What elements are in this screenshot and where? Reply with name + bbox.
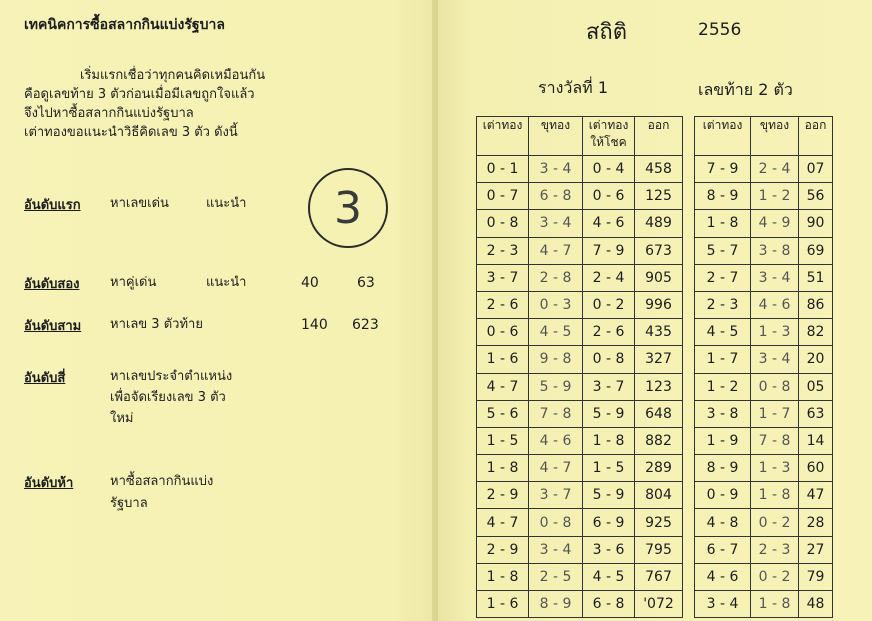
prize1-cell: 4 - 5 — [529, 319, 583, 346]
last2-cell: 47 — [799, 482, 833, 509]
last2-cell: 2 - 7 — [695, 264, 751, 291]
last2-cell: 2 - 4 — [751, 156, 799, 183]
prize1-row — [477, 291, 683, 318]
prize1-row — [477, 183, 683, 210]
step-4-desc-line: ใหม่ — [110, 411, 134, 426]
prize1-cell: 4 - 7 — [477, 373, 529, 400]
prize1-cell: 125 — [635, 183, 683, 210]
intro-line: เต่าทองขอแนะนำวิธีคิดเลข 3 ตัว ดังนี้ — [24, 125, 238, 140]
last2-cell: 0 - 9 — [695, 482, 751, 509]
prize1-cell: 289 — [635, 455, 683, 482]
prize1-cell: 7 - 9 — [583, 237, 635, 264]
prize1-cell: 0 - 6 — [477, 319, 529, 346]
prize1-cell: 905 — [635, 264, 683, 291]
prize1-row — [477, 591, 683, 618]
step-4-desc-line: หาเลขประจำตำแหน่ง — [110, 369, 233, 384]
last2-row — [695, 373, 833, 400]
prize1-cell: 925 — [635, 509, 683, 536]
prize1-cell: 2 - 9 — [477, 482, 529, 509]
prize1-cell: 9 - 8 — [529, 346, 583, 373]
prize1-cell: 1 - 6 — [477, 346, 529, 373]
prize1-row — [477, 482, 683, 509]
page-fold — [432, 0, 438, 621]
page-title: เทคนิคการซื้อสลากกินแบ่งรัฐบาล — [24, 17, 225, 33]
step-1-rank: อันดับแรก — [24, 198, 81, 213]
prize1-cell: 489 — [635, 210, 683, 237]
last2-row — [695, 264, 833, 291]
prize1-cell: 2 - 5 — [529, 563, 583, 590]
prize1-cell: 3 - 7 — [477, 264, 529, 291]
last2-cell: 3 - 4 — [695, 591, 751, 618]
prize1-cell: 804 — [635, 482, 683, 509]
intro-line: คือดูเลขท้าย 3 ตัวก่อนเมื่อมีเลขถูกใจแล้ว — [24, 87, 255, 102]
step-2-value-1: 40 — [301, 275, 319, 291]
prize1-label: รางวัลที่ 1 — [538, 78, 608, 97]
prize1-cell: 7 - 8 — [529, 400, 583, 427]
last2-cell: 1 - 2 — [695, 373, 751, 400]
last2-row — [695, 455, 833, 482]
prize1-cell: 123 — [635, 373, 683, 400]
last2-cell: 51 — [799, 264, 833, 291]
prize1-cell: 6 - 8 — [529, 183, 583, 210]
prize1-cell: 3 - 4 — [529, 210, 583, 237]
last2-cell: 07 — [799, 156, 833, 183]
last2-row — [695, 346, 833, 373]
last2-row — [695, 563, 833, 590]
last2-cell: 4 - 6 — [751, 291, 799, 318]
step-3-value-2: 623 — [352, 317, 379, 333]
prize1-cell: 882 — [635, 427, 683, 454]
step-1-desc: หาเลขเด่น — [110, 196, 169, 211]
intro-paragraph — [24, 66, 265, 142]
prize1-cell: 2 - 6 — [477, 291, 529, 318]
intro-line: เริ่มแรกเชื่อว่าทุกคนคิดเหมือนกัน — [80, 68, 266, 83]
prize1-cell: 0 - 8 — [477, 210, 529, 237]
statistics-title: สถิติ — [586, 20, 628, 45]
last2-row — [695, 210, 833, 237]
prize1-cell: 3 - 4 — [529, 156, 583, 183]
last2-cell: 60 — [799, 455, 833, 482]
last2-cell: 1 - 9 — [695, 427, 751, 454]
prize1-cell: 5 - 9 — [583, 400, 635, 427]
prize1-cell: 1 - 6 — [477, 591, 529, 618]
last2-cell: 0 - 2 — [751, 509, 799, 536]
last2-cell: 28 — [799, 509, 833, 536]
prize1-row — [477, 563, 683, 590]
prize1-header-2: ขุทอง — [529, 117, 583, 156]
last2-cell: 4 - 5 — [695, 319, 751, 346]
prize1-cell: 996 — [635, 291, 683, 318]
last2-header-1: เต่าทอง — [695, 117, 751, 156]
prize1-row — [477, 237, 683, 264]
prize1-cell: 5 - 9 — [583, 482, 635, 509]
prize1-cell: 3 - 6 — [583, 536, 635, 563]
prize1-row — [477, 346, 683, 373]
prize1-table — [476, 116, 683, 618]
last2-cell: 4 - 8 — [695, 509, 751, 536]
last2-cell: 3 - 8 — [751, 237, 799, 264]
prize1-cell: 0 - 4 — [583, 156, 635, 183]
prize1-cell: 8 - 9 — [529, 591, 583, 618]
last2-cell: 6 - 7 — [695, 536, 751, 563]
prize1-row — [477, 455, 683, 482]
last2-cell: 20 — [799, 346, 833, 373]
prize1-cell: 0 - 6 — [583, 183, 635, 210]
last2-row — [695, 591, 833, 618]
prize1-cell: 0 - 7 — [477, 183, 529, 210]
prize1-cell: 6 - 9 — [583, 509, 635, 536]
lucky-number-circle: 3 — [308, 168, 388, 248]
prize1-row — [477, 536, 683, 563]
last2-cell: 90 — [799, 210, 833, 237]
last2-cell: 5 - 7 — [695, 237, 751, 264]
last2-cell: 69 — [799, 237, 833, 264]
last2-cell: 7 - 8 — [751, 427, 799, 454]
prize1-cell: 4 - 6 — [583, 210, 635, 237]
last2-cell: 63 — [799, 400, 833, 427]
last2-cell: 3 - 4 — [751, 346, 799, 373]
step-4-rank: อันดับสี่ — [24, 371, 66, 386]
prize1-row — [477, 427, 683, 454]
intro-line: จึงไปหาซื้อสลากกินแบ่งรัฐบาล — [24, 106, 194, 121]
step-2-rank: อันดับสอง — [24, 277, 80, 292]
prize1-cell: 0 - 3 — [529, 291, 583, 318]
prize1-cell: 2 - 9 — [477, 536, 529, 563]
prize1-row — [477, 400, 683, 427]
prize1-row — [477, 264, 683, 291]
prize1-cell: 2 - 4 — [583, 264, 635, 291]
prize1-cell: 435 — [635, 319, 683, 346]
last2-cell: 3 - 8 — [695, 400, 751, 427]
prize1-cell: 4 - 5 — [583, 563, 635, 590]
step-5-rank: อันดับห้า — [24, 476, 74, 491]
step-2-recommend: แนะนำ — [206, 275, 247, 290]
last2-cell: 82 — [799, 319, 833, 346]
prize1-cell: 0 - 8 — [583, 346, 635, 373]
last2-cell: 2 - 3 — [751, 536, 799, 563]
last2-row — [695, 400, 833, 427]
last2-cell: 1 - 7 — [751, 400, 799, 427]
last2-cell: 1 - 8 — [751, 591, 799, 618]
last2-table — [694, 116, 833, 618]
last2-cell: 2 - 3 — [695, 291, 751, 318]
last2-cell: 79 — [799, 563, 833, 590]
prize1-cell: 327 — [635, 346, 683, 373]
step-3-desc: หาเลข 3 ตัวท้าย — [110, 317, 203, 332]
prize1-cell: 4 - 7 — [529, 237, 583, 264]
prize1-cell: 1 - 8 — [477, 455, 529, 482]
step-2-desc: หาคู่เด่น — [110, 275, 157, 290]
last2-cell: 1 - 3 — [751, 455, 799, 482]
prize1-row — [477, 373, 683, 400]
last2-cell: 1 - 3 — [751, 319, 799, 346]
prize1-cell: 4 - 7 — [477, 509, 529, 536]
step-3-value-1: 140 — [301, 317, 328, 333]
last2-cell: 8 - 9 — [695, 183, 751, 210]
last2-cell: 0 - 2 — [751, 563, 799, 590]
last2-cell: 4 - 9 — [751, 210, 799, 237]
last2-cell: 1 - 7 — [695, 346, 751, 373]
last2-row — [695, 509, 833, 536]
last2-cell: 56 — [799, 183, 833, 210]
last2-cell: 48 — [799, 591, 833, 618]
prize1-cell: 1 - 8 — [477, 563, 529, 590]
prize1-cell: 2 - 6 — [583, 319, 635, 346]
prize1-row — [477, 210, 683, 237]
last2-row — [695, 536, 833, 563]
step-4-desc-line: เพื่อจัดเรียงเลข 3 ตัว — [110, 390, 226, 405]
prize1-cell: 0 - 2 — [583, 291, 635, 318]
prize1-cell: 767 — [635, 563, 683, 590]
last2-row — [695, 156, 833, 183]
prize1-cell: 458 — [635, 156, 683, 183]
step-1-recommend: แนะนำ — [206, 196, 247, 211]
prize1-cell: 648 — [635, 400, 683, 427]
prize1-cell: 4 - 6 — [529, 427, 583, 454]
prize1-cell: 3 - 7 — [583, 373, 635, 400]
last2-cell: 7 - 9 — [695, 156, 751, 183]
prize1-header-4: ออก — [635, 117, 683, 156]
last2-cell: 1 - 2 — [751, 183, 799, 210]
prize1-row — [477, 509, 683, 536]
prize1-header-3: เต่าทอง ให้โชค — [583, 117, 635, 156]
last2-row — [695, 427, 833, 454]
prize1-cell: 1 - 8 — [583, 427, 635, 454]
prize1-cell: 6 - 8 — [583, 591, 635, 618]
last2-cell: 27 — [799, 536, 833, 563]
prize1-cell: 4 - 7 — [529, 455, 583, 482]
last2-row — [695, 482, 833, 509]
statistics-year: 2556 — [698, 20, 742, 40]
last2-row — [695, 237, 833, 264]
last2-cell: 86 — [799, 291, 833, 318]
last2-cell: 0 - 8 — [751, 373, 799, 400]
prize1-header-1: เต่าทอง — [477, 117, 529, 156]
prize1-cell: 2 - 8 — [529, 264, 583, 291]
prize1-cell: '072 — [635, 591, 683, 618]
prize1-row — [477, 319, 683, 346]
prize1-cell: 795 — [635, 536, 683, 563]
last2-cell: 1 - 8 — [751, 482, 799, 509]
step-2-value-2: 63 — [357, 275, 375, 291]
last2-row — [695, 319, 833, 346]
last2-header-3: ออก — [799, 117, 833, 156]
prize1-row — [477, 156, 683, 183]
step-5-desc-line: รัฐบาล — [110, 496, 148, 511]
last2-cell: 14 — [799, 427, 833, 454]
last2-row — [695, 291, 833, 318]
prize1-cell: 2 - 3 — [477, 237, 529, 264]
prize1-cell: 3 - 4 — [529, 536, 583, 563]
prize1-cell: 673 — [635, 237, 683, 264]
step-3-rank: อันดับสาม — [24, 319, 82, 334]
prize1-cell: 0 - 8 — [529, 509, 583, 536]
prize1-cell: 1 - 5 — [477, 427, 529, 454]
prize1-cell: 1 - 5 — [583, 455, 635, 482]
step-5-desc-line: หาซื้อสลากกินแบ่ง — [110, 474, 214, 489]
last2-cell: 4 - 6 — [695, 563, 751, 590]
prize1-cell: 5 - 9 — [529, 373, 583, 400]
last2-row — [695, 183, 833, 210]
last2-header-2: ขุทอง — [751, 117, 799, 156]
prize1-cell: 3 - 7 — [529, 482, 583, 509]
last2-cell: 8 - 9 — [695, 455, 751, 482]
prize1-cell: 5 - 6 — [477, 400, 529, 427]
prize1-cell: 0 - 1 — [477, 156, 529, 183]
last2-cell: 3 - 4 — [751, 264, 799, 291]
last2-label: เลขท้าย 2 ตัว — [698, 80, 793, 99]
last2-cell: 1 - 8 — [695, 210, 751, 237]
last2-cell: 05 — [799, 373, 833, 400]
